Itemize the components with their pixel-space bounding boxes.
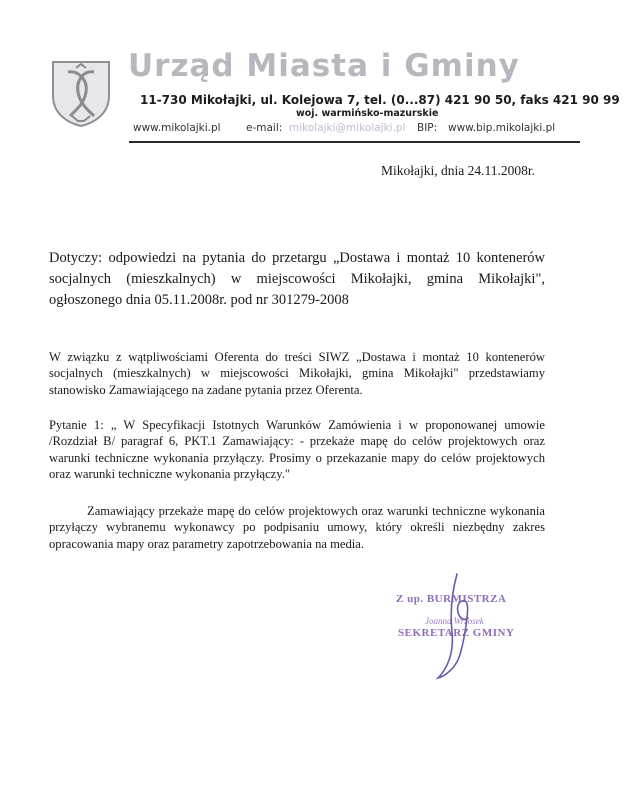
paragraph-question: Pytanie 1: „ W Specyfikacji Istotnych Warunków Zamówienia i w proponowanej umowie /Rozdział B/ paragraf 6, PKT.1 Zamawiający: - przekaże mapę do celów projektowych oraz warunki techniczne wykonania przyłączy. Prosimy o przekazanie mapy do celów projektowych oraz warunki techniczne wykonania przyłączy." xyxy=(49,418,545,481)
bip-link[interactable]: www.bip.mikolajki.pl xyxy=(448,122,556,134)
email-link[interactable]: mikolajki@mikolajki.pl xyxy=(289,122,406,134)
office-name: Urząd Miasta i Gminy xyxy=(128,48,520,84)
paragraph-intro: W związku z wątpliwościami Oferenta do treści SIWZ „Dostawa i montaż 10 kontenerów socjalnych (mieszkalnych) w miejscowości Mikołajki, gmina Mikołajki" przedstawiamy stanowisko Zamawiającego na zadane pytania przez Oferenta. xyxy=(49,350,545,397)
handwritten-signature xyxy=(430,572,490,684)
stamp-line-title: SEKRETARZ GMINY xyxy=(398,627,515,639)
letter-date: Mikołajki, dnia 24.11.2008r. xyxy=(381,163,535,178)
stamp-line-authority: Z up. BURMISTRZA xyxy=(396,593,507,605)
website-link[interactable]: www.mikolajki.pl xyxy=(133,122,221,134)
letter-subject: Dotyczy: odpowiedzi na pytania do przetargu „Dostawa i montaż 10 kontenerów socjalnych (mieszkalnych) w miejscowości Mikołajki, gmina Mikołajki", ogłoszonego dnia 05.11.2008r. pod nr 301279-2008 xyxy=(49,250,545,308)
office-address: 11-730 Mikołajki, ul. Kolejowa 7, tel. (0...87) 421 90 50, faks 421 90 99 xyxy=(140,93,620,107)
fish-coat-of-arms-icon xyxy=(50,58,112,128)
office-region: woj. warmińsko-mazurskie xyxy=(296,108,439,119)
stamp-line-name: Joanna Wrzosek xyxy=(425,616,484,626)
paragraph-answer: Zamawiający przekaże mapę do celów projektowych oraz warunki techniczne wykonania przyłączy wybranemu wykonawcy po podpisaniu umowy, który określi niezbędny zakres opracowania mapy oraz parametry zapotrzebowania na media. xyxy=(49,504,545,551)
email-label: e-mail: xyxy=(246,122,283,134)
office-contacts xyxy=(133,122,573,136)
letterhead-divider xyxy=(129,141,580,143)
bip-label: BIP: xyxy=(417,122,438,134)
